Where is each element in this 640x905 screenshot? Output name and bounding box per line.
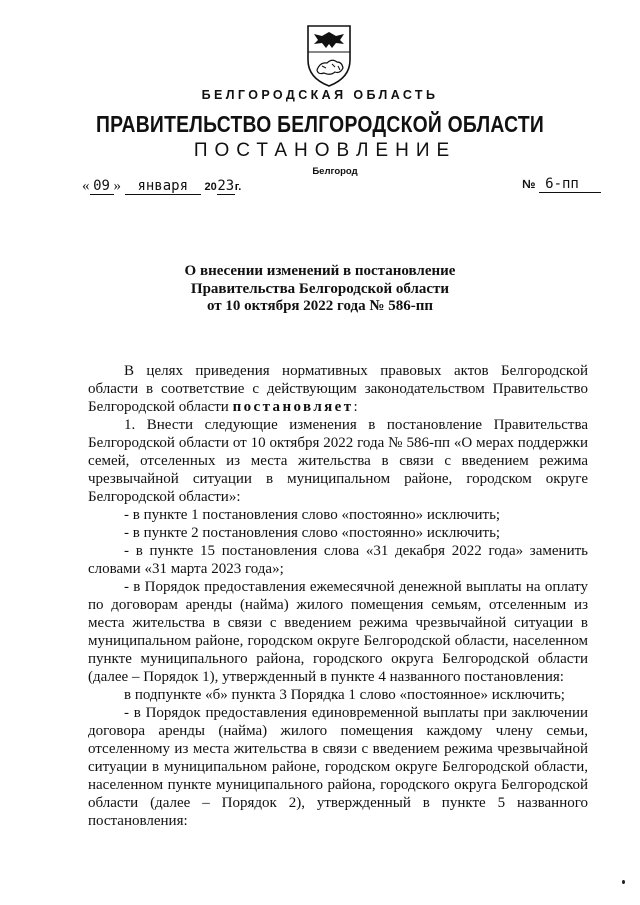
date-year-suffix: 23 (217, 178, 235, 194)
date-year-prefix: 20 (204, 181, 217, 193)
paragraph-6: в подпункте «б» пункта 3 Порядка 1 слово «постоянное» исключить; (124, 687, 565, 703)
document-subject (0, 263, 640, 316)
subject-line-2: Правительства Белгородской области (190, 280, 450, 297)
paragraph-7: - в Порядок предоставления единовременной выплаты при заключении договора аренды (найма) жилого помещения каждому члену семьи, отселенному из места жительства в связи с введением режима чрезвычайной ситуации в муниципальном районе, городском округе Белгородской области, населенном пункте муниципального района, городского округа Белгородской области (далее – Порядок 2), утвержденный в пункте 5 названного постановления: (88, 705, 588, 829)
resolves-word: постановляет (232, 399, 354, 415)
paragraph-intro (88, 362, 588, 416)
government-name: ПРАВИТЕЛЬСТВО БЕЛГОРОДСКОЙ ОБЛАСТИ (95, 111, 545, 137)
subject-line-1: О внесении изменений в постановление (184, 263, 456, 279)
document-date (82, 178, 241, 195)
intro-colon: : (353, 399, 358, 415)
number-label: № (522, 177, 536, 191)
paragraph-5: - в Порядок предоставления ежемесячной денежной выплаты на оплату по договорам аренды (найма) жилого помещения семьям, отселенным из места жительства в связи с введением режима чрезвычайной ситуации в муниципальном районе, городском округе Белгородской области, населенном пункте муниципального района, городского округа Белгородской области (далее – Порядок 1), утвержденный в пункте 4 названного постановления: (88, 579, 588, 685)
paragraph-1: 1. Внести следующие изменения в постановление Правительства Белгородской области от 10 октября 2022 года № 586-пп «О мерах поддержки семей, отселенных из места жительства в связи с введением режима чрезвычайной ситуации в муниципальном районе, городском округе Белгородской области»: (88, 417, 588, 505)
coat-of-arms-icon (302, 22, 356, 88)
scan-speck (622, 880, 625, 884)
document-number (522, 176, 601, 193)
document-type: ПОСТАНОВЛЕНИЕ (193, 140, 457, 161)
paragraph-2: - в пункте 1 постановления слово «постоянно» исключить; (124, 507, 501, 523)
subject-line-3: от 10 октября 2022 года № 586-пп (206, 298, 433, 314)
region-name: БЕЛГОРОДСКАЯ ОБЛАСТЬ (201, 88, 439, 102)
intro-text: В целях приведения нормативных правовых актов Белгородской области в соответствие с действующим законодательством Правительство Белгородской области (88, 363, 588, 415)
date-day: 09 (90, 178, 114, 195)
date-open-quote: « (82, 178, 90, 194)
number-value: 6-пп (539, 176, 601, 193)
paragraph-3: - в пункте 2 постановления слово «постоянно» исключить; (124, 525, 501, 541)
date-month: января (125, 178, 201, 195)
city-name: Белгород (312, 166, 358, 177)
date-close-quote: » (113, 178, 121, 194)
date-year-abbr: г. (234, 181, 242, 193)
paragraph-4: - в пункте 15 постановления слова «31 декабря 2022 года» заменить словами «31 марта 2023 года»; (88, 543, 588, 577)
document-body (88, 362, 588, 830)
